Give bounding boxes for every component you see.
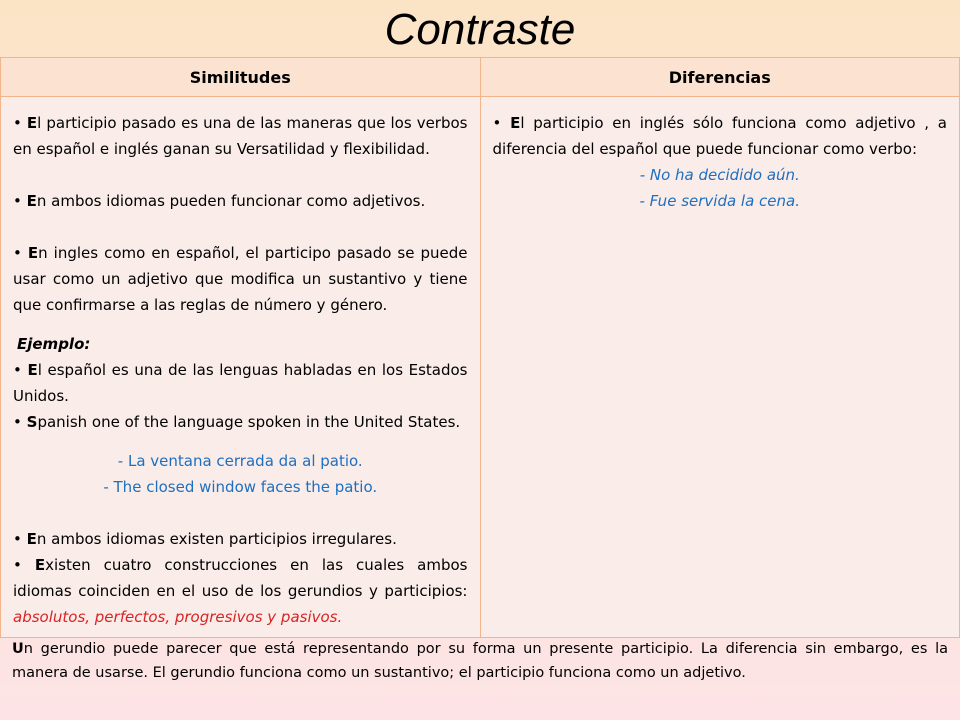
header-similitudes: Similitudes	[1, 58, 481, 97]
footer-note: Un gerundio puede parecer que está representando por su forma un presente participio. La diferencia sin embargo, es la manera de usarse. El gerundio funciona como un sustantivo; el participio funciona como un adjetivo.	[12, 641, 948, 681]
page-title: Contraste	[384, 5, 576, 54]
list-item: • El español es una de las lenguas habladas en los Estados Unidos.	[13, 357, 468, 409]
contrast-table	[0, 57, 960, 638]
example-line-2: - Fue servida la cena.	[639, 192, 800, 210]
example-line-es: - La ventana cerrada da al patio.	[117, 452, 363, 470]
list-item: • El participio en inglés sólo funciona como adjetivo , a diferencia del español que puede funcionar como verbo:	[493, 110, 948, 162]
list-item: • Spanish one of the language spoken in the United States.	[13, 409, 468, 435]
list-item: • En ambos idiomas pueden funcionar como adjetivos.	[13, 188, 468, 214]
list-item: • El participio pasado es una de las maneras que los verbos en español e inglés ganan su Versatilidad y flexibilidad.	[13, 110, 468, 162]
list-item: • Existen cuatro construcciones en las cuales ambos idiomas coinciden en el uso de los gerundios y participios: absolutos, perfectos, progresivos y pasivos.	[13, 552, 468, 630]
list-item: • En ambos idiomas existen participios irregulares.	[13, 526, 468, 552]
similitudes-cell	[1, 97, 481, 638]
example-label: Ejemplo:	[17, 335, 91, 353]
example-line-1: - No ha decidido aún.	[639, 166, 800, 184]
diferencias-cell	[480, 97, 960, 638]
header-diferencias: Diferencias	[480, 58, 960, 97]
list-item: • En ingles como en español, el participo pasado se puede usar como un adjetivo que modifica un sustantivo y tiene que confirmarse a las reglas de número y género.	[13, 240, 468, 318]
example-line-en: - The closed window faces the patio.	[103, 478, 378, 496]
